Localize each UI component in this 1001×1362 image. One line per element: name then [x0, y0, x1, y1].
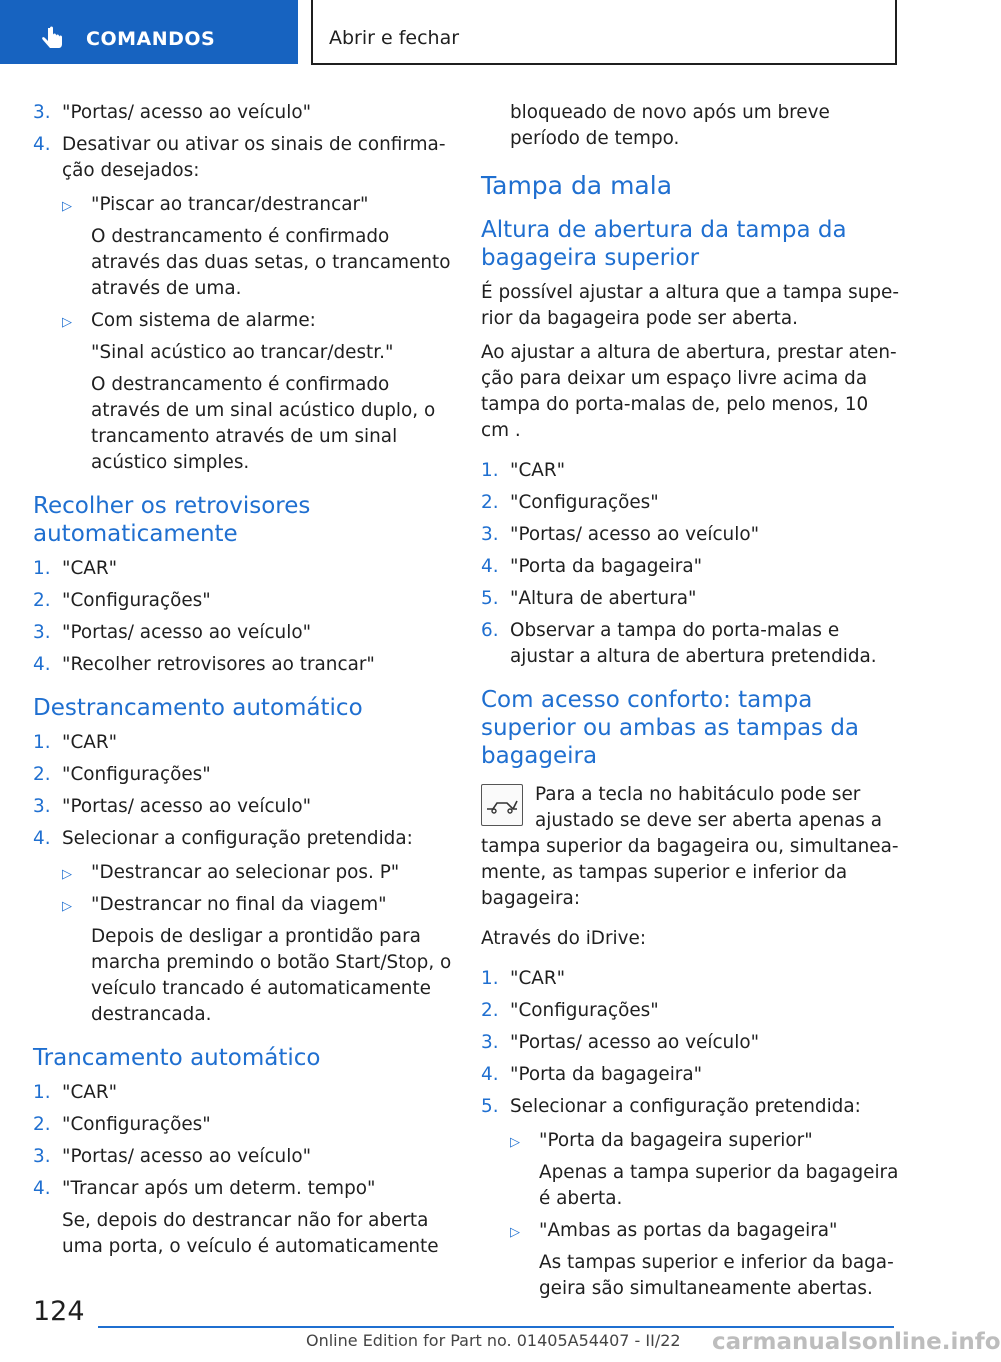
paragraph: Ao ajustar a altura de abertura, prestar atenção para deixar um espaço livre acima da tampa do porta-malas de, pelo menos, 10 cm . — [481, 342, 897, 441]
list-item — [33, 620, 453, 646]
sub-item — [510, 1218, 899, 1302]
step-text: Selecionar a configuração pretendida: — [510, 1096, 861, 1117]
note: Se, depois do destrancar não for aberta uma porta, o veículo é automaticamente — [62, 1210, 439, 1257]
step-text: "Recolher retrovisores ao trancar" — [62, 654, 375, 675]
list-item — [33, 652, 453, 678]
step-number: 2. — [33, 1114, 51, 1135]
step-text: "CAR" — [510, 968, 566, 989]
list-item — [481, 998, 899, 1024]
step-number: 3. — [33, 1146, 51, 1167]
footer-edition: Online Edition for Part no. 01405A54407 - II/22 — [306, 1331, 681, 1350]
step-number: 4. — [33, 1178, 51, 1199]
sub-text: "Piscar ao trancar/destrancar" — [91, 194, 369, 215]
list-item — [481, 522, 899, 548]
step-text: "Configurações" — [62, 764, 211, 785]
section-title: COMANDOS — [86, 28, 216, 50]
step-text: "CAR" — [510, 460, 566, 481]
list-item — [33, 794, 453, 820]
list-c — [33, 730, 453, 1028]
list-item — [481, 458, 899, 484]
step-number: 4. — [33, 654, 51, 675]
left-column — [33, 100, 453, 1266]
sub-item — [62, 308, 453, 476]
list-item — [33, 1112, 453, 1138]
note: Apenas a tampa superior da bagageira é aberta. — [539, 1162, 899, 1209]
triangle-right-icon: ▷ — [510, 1135, 520, 1150]
sub-text: "Destrancar no final da viagem" — [91, 894, 387, 915]
step-number: 5. — [481, 588, 499, 609]
step-number: 2. — [33, 764, 51, 785]
page-header — [0, 0, 960, 68]
step-text: "Configurações" — [62, 1114, 211, 1135]
step-number: 3. — [481, 1032, 499, 1053]
heading-auto-unlock: Destrancamento automático — [33, 695, 363, 721]
step-number: 6. — [481, 620, 499, 641]
list-item — [481, 490, 899, 516]
list-item — [481, 1094, 899, 1302]
step-text: "CAR" — [62, 558, 118, 579]
sub-text: Com sistema de alarme: — [91, 310, 316, 331]
step-text: "Configurações" — [62, 590, 211, 611]
step-number: 4. — [33, 134, 51, 155]
list-item — [33, 556, 453, 582]
sub-item — [62, 192, 453, 302]
list-item — [33, 1144, 453, 1170]
triangle-right-icon: ▷ — [62, 199, 72, 214]
step-text: "Portas/ acesso ao veículo" — [62, 1146, 312, 1167]
list-item — [33, 1176, 453, 1260]
step-text: "CAR" — [62, 732, 118, 753]
car-tailgate-icon — [481, 784, 523, 826]
list-item — [481, 1062, 899, 1088]
step-number: 1. — [33, 732, 51, 753]
heading-comfort-access: Com acesso conforto: tampa superior ou ambas as tampas da bagageira — [481, 687, 860, 769]
step-number: 4. — [481, 556, 499, 577]
step-number: 3. — [33, 622, 51, 643]
subsection-title: Abrir e fechar — [329, 27, 460, 49]
triangle-right-icon: ▷ — [62, 315, 72, 330]
sub-item — [510, 1128, 899, 1212]
sub-text: "Ambas as portas da bagageira" — [539, 1220, 838, 1241]
step-number: 1. — [33, 558, 51, 579]
right-column — [481, 100, 899, 1308]
paragraph-with-icon — [481, 782, 899, 912]
step-text: "Configurações" — [510, 492, 659, 513]
page-number: 124 — [33, 1296, 85, 1327]
sub-item — [62, 892, 453, 1028]
heading-opening-height: Altura de abertura da tampa da bagageira superior — [481, 217, 847, 271]
subsection-box — [311, 0, 897, 65]
list-item — [481, 1030, 899, 1056]
step-text: "Portas/ acesso ao veículo" — [62, 102, 312, 123]
heading-trunk-lid: Tampa da mala — [481, 171, 673, 200]
step-text: "Portas/ acesso ao veículo" — [510, 1032, 760, 1053]
note: O destrancamento é confirmado através das duas setas, o trancamento através de uma. — [91, 226, 451, 299]
step-number: 3. — [33, 796, 51, 817]
list-item — [33, 730, 453, 756]
list-item — [33, 826, 453, 1028]
list-d — [33, 1080, 453, 1260]
sub-item — [62, 860, 453, 886]
step-number: 2. — [481, 492, 499, 513]
paragraph: Através do iDrive: — [481, 928, 647, 949]
list-item — [481, 586, 899, 612]
sub-list — [510, 1128, 899, 1302]
step-number: 4. — [33, 828, 51, 849]
list-item — [481, 966, 899, 992]
step-text: Observar a tampa do porta-malas e ajustar a altura de abertura pretendida. — [510, 620, 877, 667]
list-item — [33, 132, 453, 476]
step-number: 3. — [481, 524, 499, 545]
step-text: "Porta da bagageira" — [510, 556, 703, 577]
list-item — [481, 618, 899, 670]
heading-mirrors: Recolher os retrovisores automaticamente — [33, 493, 311, 547]
triangle-right-icon: ▷ — [62, 867, 72, 882]
step-text: Selecionar a configuração pretendida: — [62, 828, 413, 849]
list-item — [33, 762, 453, 788]
note: O destrancamento é confirmado através de um sinal acústico duplo, o trancamento através de um sinal acústico simples. — [91, 374, 436, 473]
note: Depois de desligar a prontidão para marcha premindo o botão Start/Stop, o veículo trancado é automaticamente destrancada. — [91, 926, 452, 1025]
step-text: "Altura de abertura" — [510, 588, 697, 609]
list-item — [481, 554, 899, 580]
step-text: "CAR" — [62, 1082, 118, 1103]
triangle-right-icon: ▷ — [62, 899, 72, 914]
step-number: 2. — [33, 590, 51, 611]
paragraph: É possível ajustar a altura que a tampa superior da bagageira pode ser aberta. — [481, 282, 900, 329]
sub-list — [62, 860, 453, 1028]
section-tab — [0, 0, 298, 64]
step-text: "Portas/ acesso ao veículo" — [510, 524, 760, 545]
note: "Sinal acústico ao trancar/destr." — [91, 342, 394, 363]
sub-text: "Porta da bagageira superior" — [539, 1130, 813, 1151]
step-text: "Porta da bagageira" — [510, 1064, 703, 1085]
list-item — [33, 100, 453, 126]
step-text: "Trancar após um determ. tempo" — [62, 1178, 376, 1199]
list-item — [33, 588, 453, 614]
heading-auto-lock: Trancamento automático — [33, 1045, 321, 1071]
list-b — [481, 966, 899, 1302]
step-number: 1. — [33, 1082, 51, 1103]
step-text: "Portas/ acesso ao veículo" — [62, 796, 312, 817]
step-number: 3. — [33, 102, 51, 123]
list-a — [481, 458, 899, 670]
watermark: carmanualsonline.info — [712, 1329, 1001, 1355]
paragraph-text: Para a tecla no habitáculo pode ser ajustado se deve ser aberta apenas a tampa superior da bagageira ou, simultaneamente, as tampas superior e inferior da bagageira: — [481, 784, 899, 909]
step-number: 5. — [481, 1096, 499, 1117]
hand-pointer-icon — [36, 24, 68, 56]
list-b — [33, 556, 453, 678]
step-text: "Configurações" — [510, 1000, 659, 1021]
step-text: "Portas/ acesso ao veículo" — [62, 622, 312, 643]
list-a — [33, 100, 453, 476]
list-item — [33, 1080, 453, 1106]
step-text: Desativar ou ativar os sinais de confirmação desejados: — [62, 134, 446, 181]
triangle-right-icon: ▷ — [510, 1225, 520, 1240]
step-number: 1. — [481, 460, 499, 481]
step-number: 1. — [481, 968, 499, 989]
step-number: 4. — [481, 1064, 499, 1085]
sub-list — [62, 192, 453, 476]
continued-text: bloqueado de novo após um breve período de tempo. — [510, 102, 830, 149]
step-number: 2. — [481, 1000, 499, 1021]
sub-text: "Destrancar ao selecionar pos. P" — [91, 862, 400, 883]
note: As tampas superior e inferior da bagageira são simultaneamente abertas. — [539, 1252, 894, 1299]
footer-rule — [98, 1326, 894, 1328]
